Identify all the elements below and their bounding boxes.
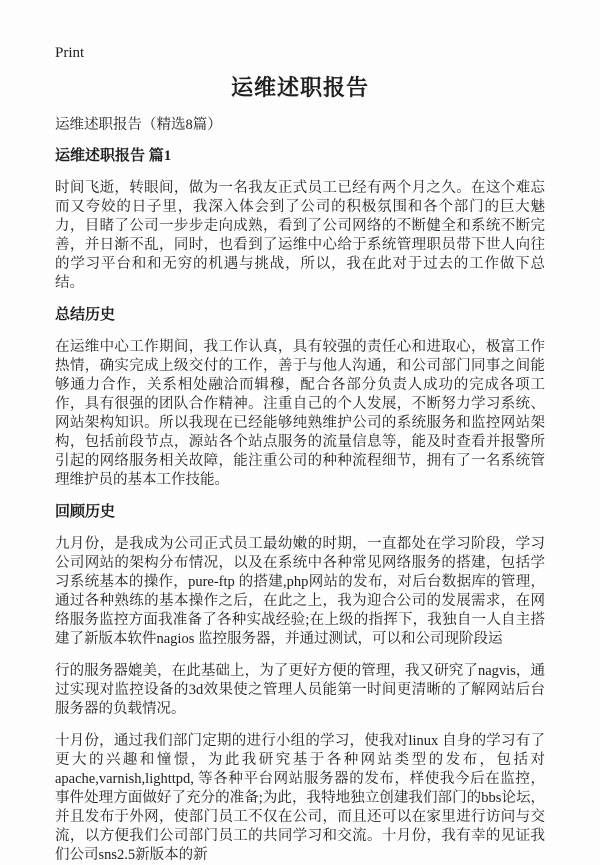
review-paragraph-1: 九月份，是我成为公司正式员工最幼嫩的时期，一直都处在学习阶段，学习公司网站的架构分布情况，以及在系统中各种常见网络服务的搭建，包括学习系统基本的操作，pure-ftp 的搭建,php网站的发布，对后台数据库的管理，通过各种熟练的基本操作之后，在此之上，我为迎合公司的发展需求，在网络服务监控方面我准备了各种实战经验;在上级的指挥下，我独自一人自主搭建了新版本软件nagios 监控服务器，并通过测试，可以和公司现阶段运 [55, 536, 545, 647]
summary-history-heading: 总结历史 [55, 307, 116, 323]
page-title: 运维述职报告 [230, 75, 369, 100]
print-button[interactable]: Print [55, 45, 85, 61]
article-1-heading: 运维述职报告 篇1 [55, 148, 172, 164]
document-subtitle: 运维述职报告（精选8篇） [55, 117, 222, 133]
intro-paragraph: 时间飞逝，转眼间，做为一名我友正式员工已经有两个月之久。在这个难忘而又夸姣的日子里，我深入体会到了公司的积极氛围和各个部门的巨大魅力，目睹了公司一步步走向成熟，看到了公司网络的不断健全和系统不断完善，并日渐不乱，同时，也看到了运维中心给于系统管理职员带下世人向往的学习平台和和无穷的机遇与挑战，所以，我在此对于过去的工作做下总结。 [55, 180, 545, 291]
review-paragraph-2: 行的服务器媲美，在此基础上，为了更好方便的管理，我又研究了nagvis，通过实现对监控设备的3d效果使之管理人员能第一时间更清晰的了解网站后台服务器的负载情况。 [55, 663, 545, 717]
review-history-heading: 回顾历史 [55, 504, 116, 520]
summary-paragraph: 在运维中心工作期间，我工作认真，具有较强的责任心和进取心，极富工作热情，确实完成上级交付的工作，善于与他人沟通，和公司部门同事之间能够通力合作，关系相处融洽而辑穆，配合各部分负责人成功的完成各项工作，具有很强的团队合作精神。注重自己的个人发展，不断努力学习系统、网站架构知识。所以我现在已经能够纯熟维护公司的系统服务和监控网站架构，包括前段节点，源站各个站点服务的流量信息等，能及时查看并报警所引起的网络服务相关故障，能注重公司的种种流程细节，拥有了一名系统管理维护员的基本工作技能。 [55, 339, 545, 488]
review-paragraph-3: 十月份，通过我们部门定期的进行小组的学习，使我对linux 自身的学习有了更大的兴趣和憧憬，为此我研究基于各种网站类型的发布，包括对apache,varnish,lighttpd, 等各种平台网站服务器的发布，样使我今后在监控，事件处理方面做好了充分的准备;为此，我特地独立创建我们部门的bbs论坛，并且发布于外网，使部门员工不仅在公司，而且还可以在家里进行访问与交流，以方便我们公司部门员工的共同学习和交流。十月份，我有幸的见证我们公司sns2.5新版本的新 [55, 733, 545, 863]
